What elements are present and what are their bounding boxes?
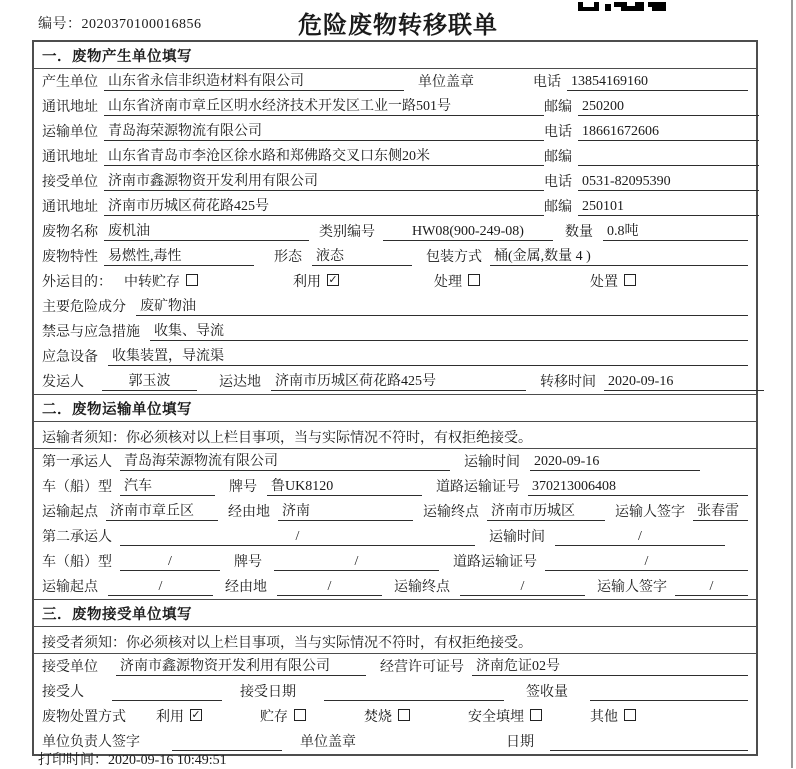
producer-label: 产生单位 xyxy=(42,75,98,90)
checkbox-disposal-landfill-unchecked xyxy=(530,709,542,721)
disposal-use-label: 利用 xyxy=(156,710,184,725)
transporter-zip-value xyxy=(578,165,759,166)
page-edge-line xyxy=(791,0,793,768)
waste-name-row xyxy=(34,219,756,244)
route1-row xyxy=(34,499,756,524)
license-label: 经营许可证号 xyxy=(380,660,464,675)
plate2-value: / xyxy=(274,553,439,571)
date-label: 日期 xyxy=(506,735,534,750)
producer-phone-value: 13854169160 xyxy=(567,73,748,91)
receiver-address-row xyxy=(34,194,756,219)
producer-address-row xyxy=(34,94,756,119)
carrier-sign1-value: 张春雷 xyxy=(693,503,748,521)
qr-code-fragment xyxy=(578,0,666,9)
via-label: 经由地 xyxy=(225,580,267,595)
hazard-value: 废矿物油 xyxy=(136,298,748,316)
purpose-use-label: 利用 xyxy=(293,275,321,290)
equipment-row xyxy=(34,344,756,369)
purpose-option-treat xyxy=(434,271,480,291)
origin1-value: 济南市章丘区 xyxy=(106,503,218,521)
via2-value: / xyxy=(277,578,382,596)
checkbox-transit-unchecked xyxy=(186,274,198,286)
disposal-option-use xyxy=(156,706,202,726)
consignor-value: 郭玉波 xyxy=(102,373,197,391)
checkbox-treat-unchecked xyxy=(468,274,480,286)
purpose-row xyxy=(34,269,756,294)
transporter-address-value: 山东省青岛市李沧区徐水路和郑佛路交叉口东侧20米 xyxy=(104,148,544,166)
purpose-option-use xyxy=(293,271,339,291)
disposal-landfill-label: 安全填埋 xyxy=(468,710,524,725)
document-number-value: 2020370100016856 xyxy=(81,17,202,32)
disposal-other-label: 其他 xyxy=(590,710,618,725)
category-label: 类别编号 xyxy=(319,225,375,240)
unit-seal-label: 单位盖章 xyxy=(300,735,356,750)
page-title: 危险废物转移联单 xyxy=(298,13,498,39)
road-permit-label: 道路运输证号 xyxy=(453,555,537,570)
transporter-phone-value: 18661672606 xyxy=(578,123,759,141)
carrier2-row xyxy=(34,524,756,549)
receiver-value: 济南市鑫源物资开发利用有限公司 xyxy=(104,173,544,191)
vehicle-type-label: 车（船）型 xyxy=(42,480,112,495)
carrier-sign2-value: / xyxy=(675,578,748,596)
carrier1-value: 青岛海荣源物流有限公司 xyxy=(120,453,450,471)
origin2-value: / xyxy=(108,578,213,596)
checkbox-dispose-unchecked xyxy=(624,274,636,286)
hazard-label: 主要危险成分 xyxy=(42,300,126,315)
route2-row xyxy=(34,574,756,599)
accept-unit-label: 接受单位 xyxy=(42,660,98,675)
acceptor-label: 接受人 xyxy=(42,685,84,700)
taboo-label: 禁忌与应急措施 xyxy=(42,325,140,340)
ship-time1-value: 2020-09-16 xyxy=(530,453,700,471)
receiver-row xyxy=(34,169,756,194)
phone-label: 电话 xyxy=(533,75,561,90)
carrier2-label: 第二承运人 xyxy=(42,530,112,545)
road-permit1-value: 370213006408 xyxy=(528,478,748,496)
purpose-transit-label: 中转贮存 xyxy=(124,275,180,290)
origin-label: 运输起点 xyxy=(42,505,98,520)
hazard-row xyxy=(34,294,756,319)
received-qty-value xyxy=(590,700,748,701)
checkbox-disposal-burn-unchecked xyxy=(398,709,410,721)
accept-unit-row xyxy=(34,654,756,679)
taboo-row xyxy=(34,319,756,344)
unit-seal-label: 单位盖章 xyxy=(418,75,474,90)
disposal-option-landfill xyxy=(468,706,542,726)
equipment-label: 应急设备 xyxy=(42,350,98,365)
transporter-value: 青岛海荣源物流有限公司 xyxy=(104,123,544,141)
producer-address-value: 山东省济南市章丘区明水经济技术开发区工业一路501号 xyxy=(104,98,544,116)
form-label: 形态 xyxy=(274,250,302,265)
destination-value: 济南市历城区荷花路425号 xyxy=(271,373,526,391)
checkbox-disposal-store-unchecked xyxy=(294,709,306,721)
document-number-label: 编号： xyxy=(38,17,82,32)
accept-date-value xyxy=(324,700,504,701)
head-sign-label: 单位负责人签字 xyxy=(42,735,140,750)
checkbox-use-checked: ✓ xyxy=(328,273,338,286)
packing-label: 包装方式 xyxy=(426,250,482,265)
section2-header: 二．废物运输单位填写 xyxy=(34,394,756,422)
accept-date-label: 接受日期 xyxy=(240,685,296,700)
section1-header: 一．废物产生单位填写 xyxy=(34,42,756,69)
checkbox-disposal-use-checked: ✓ xyxy=(191,708,201,721)
accept-unit-value: 济南市鑫源物资开发利用有限公司 xyxy=(116,658,366,676)
producer-row xyxy=(34,69,756,94)
disposal-row xyxy=(34,704,756,729)
transporter-notice: 运输者须知：你必须核对以上栏目事项，当与实际情况不符时，有权拒绝接受。 xyxy=(34,422,756,449)
road-permit2-value: / xyxy=(545,553,748,571)
origin-label: 运输起点 xyxy=(42,580,98,595)
vehicle2-row xyxy=(34,549,756,574)
print-time-value: 2020-09-16 10:49:51 xyxy=(108,753,227,768)
carrier2-value: / xyxy=(120,528,475,546)
vehicle1-row xyxy=(34,474,756,499)
endpoint1-value: 济南市历城区 xyxy=(487,503,605,521)
endpoint-label: 运输终点 xyxy=(423,505,479,520)
producer-zip-value: 250200 xyxy=(578,98,759,116)
license-value: 济南危证02号 xyxy=(472,658,748,676)
plate-label: 牌号 xyxy=(234,555,262,570)
section3-header: 三．废物接受单位填写 xyxy=(34,599,756,627)
vehicle2-value: / xyxy=(120,553,220,571)
address-label: 通讯地址 xyxy=(42,150,98,165)
transfer-date-label: 转移时间 xyxy=(540,375,596,390)
disposal-store-label: 贮存 xyxy=(260,710,288,725)
phone-label: 电话 xyxy=(544,125,572,140)
purpose-treat-label: 处理 xyxy=(434,275,462,290)
purpose-option-transit xyxy=(124,271,198,291)
transfer-date-value: 2020-09-16 xyxy=(604,373,764,391)
ship-time2-value: / xyxy=(555,528,725,546)
waste-character-value: 易燃性,毒性 xyxy=(104,248,254,266)
print-time-label: 打印时间： xyxy=(38,753,108,768)
carrier-sign-label: 运输人签字 xyxy=(615,505,685,520)
carrier-sign-label: 运输人签字 xyxy=(597,580,667,595)
receiver-label: 接受单位 xyxy=(42,175,98,190)
zip-label: 邮编 xyxy=(544,200,572,215)
transporter-row xyxy=(34,119,756,144)
vehicle-type-label: 车（船）型 xyxy=(42,555,112,570)
vehicle1-value: 汽车 xyxy=(120,478,215,496)
zip-label: 邮编 xyxy=(544,150,572,165)
waste-name-value: 废机油 xyxy=(104,223,309,241)
category-value: HW08(900-249-08) xyxy=(383,223,553,241)
waste-name-label: 废物名称 xyxy=(42,225,98,240)
receiver-phone-value: 0531-82095390 xyxy=(578,173,759,191)
print-time xyxy=(38,749,227,769)
transporter-label: 运输单位 xyxy=(42,125,98,140)
purpose-option-dispose xyxy=(590,271,636,291)
plate-label: 牌号 xyxy=(229,480,257,495)
road-permit-label: 道路运输证号 xyxy=(436,480,520,495)
received-qty-label: 签收量 xyxy=(526,685,568,700)
acceptor-row xyxy=(34,679,756,704)
packing-value: 桶(金属,数量 4 ) xyxy=(490,248,748,266)
producer-value: 山东省永信非织造材料有限公司 xyxy=(104,73,404,91)
acceptor-value xyxy=(112,700,222,701)
carrier1-label: 第一承运人 xyxy=(42,455,112,470)
checkbox-disposal-other-unchecked xyxy=(624,709,636,721)
phone-label: 电话 xyxy=(544,175,572,190)
quantity-label: 数量 xyxy=(565,225,593,240)
disposal-option-burn xyxy=(364,706,410,726)
consignor-label: 发运人 xyxy=(42,375,84,390)
equipment-value: 收集装置，导流渠 xyxy=(108,348,748,366)
waste-character-row xyxy=(34,244,756,269)
receiver-zip-value: 250101 xyxy=(578,198,759,216)
via1-value: 济南 xyxy=(278,503,413,521)
date-value xyxy=(550,750,748,751)
ship-time-label: 运输时间 xyxy=(464,455,520,470)
form-value: 液态 xyxy=(312,248,412,266)
disposal-option-other xyxy=(590,706,636,726)
consignor-row xyxy=(34,369,756,394)
transporter-address-row xyxy=(34,144,756,169)
taboo-value: 收集、导流 xyxy=(150,323,748,341)
address-label: 通讯地址 xyxy=(42,100,98,115)
plate1-value: 鲁UK8120 xyxy=(267,478,422,496)
endpoint2-value: / xyxy=(460,578,585,596)
endpoint-label: 运输终点 xyxy=(394,580,450,595)
waste-character-label: 废物特性 xyxy=(42,250,98,265)
purpose-label: 外运目的： xyxy=(42,275,112,290)
via-label: 经由地 xyxy=(228,505,270,520)
receiver-address-value: 济南市历城区荷花路425号 xyxy=(104,198,544,216)
disposal-burn-label: 焚烧 xyxy=(364,710,392,725)
receiver-notice: 接受者须知：你必须核对以上栏目事项，当与实际情况不符时，有权拒绝接受。 xyxy=(34,627,756,654)
carrier1-row xyxy=(34,449,756,474)
manifest-table xyxy=(32,40,758,756)
quantity-value: 0.8吨 xyxy=(603,223,748,241)
purpose-dispose-label: 处置 xyxy=(590,275,618,290)
address-label: 通讯地址 xyxy=(42,200,98,215)
disposal-option-store xyxy=(260,706,306,726)
destination-label: 运达地 xyxy=(219,375,261,390)
ship-time-label: 运输时间 xyxy=(489,530,545,545)
disposal-label: 废物处置方式 xyxy=(42,710,126,725)
zip-label: 邮编 xyxy=(544,100,572,115)
